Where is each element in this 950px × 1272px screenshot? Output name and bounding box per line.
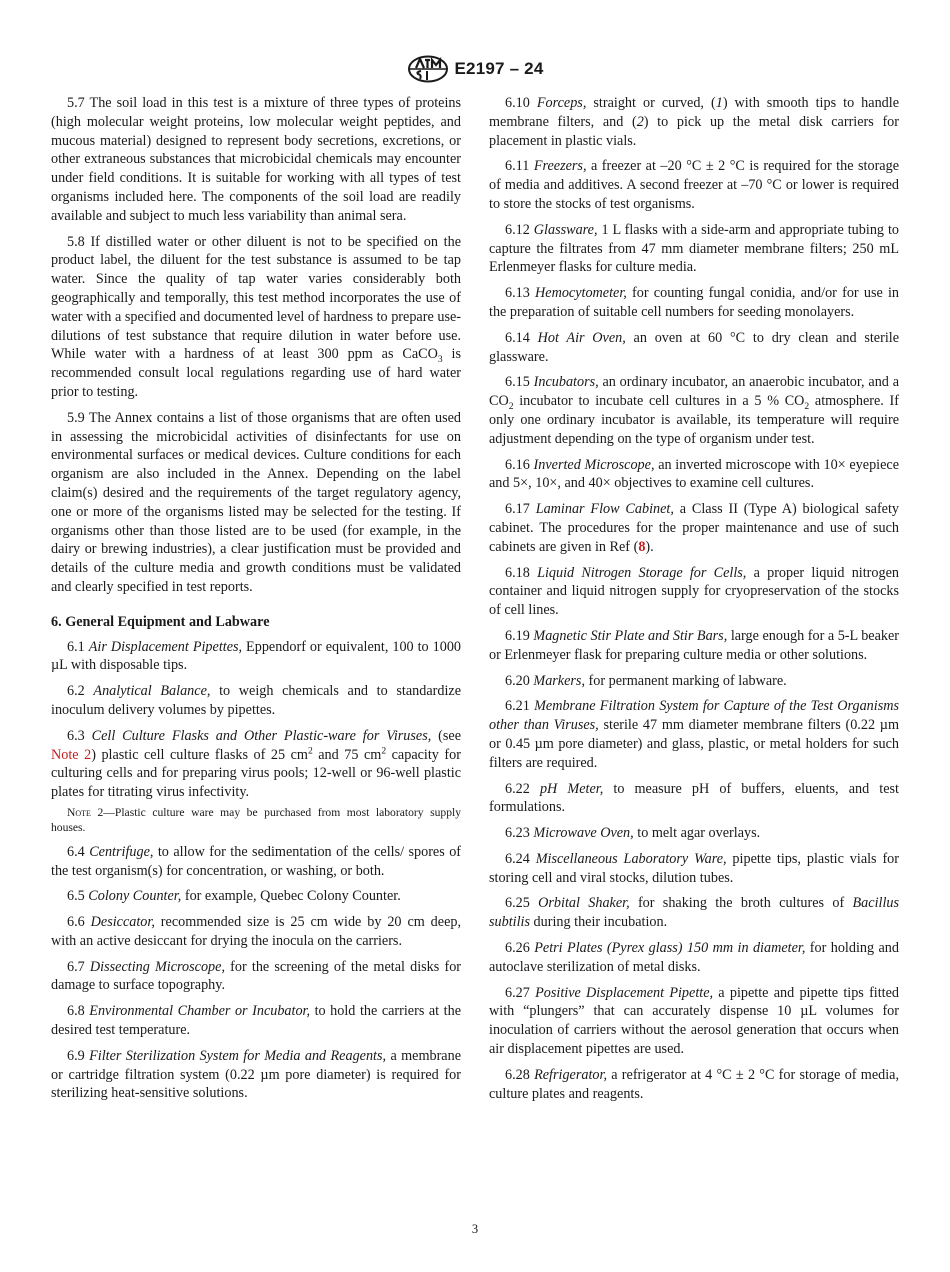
paragraph-6-27: 6.27 Positive Displacement Pipette, a pipette and pipette tips fitted with “plungers” that can accurately dispense 10 µL volumes for inoculation of carriers without the aerosol generation that occurs when air displacement pipettes are used. [489, 984, 900, 1058]
document-designation: E2197 – 24 [454, 59, 544, 78]
paragraph-6-3: 6.3 Cell Culture Flasks and Other Plastic-ware for Viruses, (see Note 2) plastic cell culture flasks of 25 $cm^2$ and 75 $cm^2$ capacity for culturing cells and for preparing virus pools; 12-well or 96-well plastic plates for titrating virus infectivity. [51, 727, 462, 801]
left-column [51, 94, 461, 1110]
reference-8-link[interactable]: 8 [638, 538, 646, 555]
paragraph-6-17: 6.17 Laminar Flow Cabinet, a Class II (Type A) biological safety cabinet. The procedures for the proper maintenance and use of such cabinets are given in Ref (8). [489, 501, 899, 555]
paragraph-6-23: 6.23 Microwave Oven, to melt agar overlays. [505, 825, 761, 842]
paragraph-6-13: 6.13 Hemocytometer, for counting fungal conidia, and/or for use in the preparation of suitable cell numbers for seeding monolayers. [489, 285, 900, 320]
paragraph-6-25: 6.25 Orbital Shaker, for shaking the broth cultures of Bacillus subtilis during their incubation. [489, 895, 900, 931]
paragraph-6-6: 6.6 Desiccator, recommended size is 25 cm wide by 20 cm deep, with an active desiccant for drying the inocula on the carriers. [51, 914, 462, 949]
paragraph-6-11: 6.11 Freezers, a freezer at –20 °C ± 2 °C is required for the storage of media and additives. A second freezer at –70 °C or lower is required to store the stocks of test organisms. [489, 158, 899, 212]
paragraph-6-12: 6.12 Glassware, 1 L flasks with a side-arm and appropriate tubing to capture the filtrates from 47 mm diameter membrane filters; 250 mL Erlenmeyer flasks for culture media. [489, 221, 899, 276]
paragraph-6-18: 6.18 Liquid Nitrogen Storage for Cells, a proper liquid nitrogen container and liquid nitrogen supply for cryopreservation of the stocks of cell lines. [489, 564, 899, 619]
paragraph-6-28: 6.28 Refrigerator, a refrigerator at 4 °C ± 2 °C for storage of media, culture plates and reagents. [489, 1066, 899, 1102]
page-header [0, 54, 950, 84]
right-column [489, 94, 899, 1110]
section-heading-6: 6. General Equipment and Labware [51, 613, 270, 630]
astm-logo-icon [407, 55, 449, 83]
note-2: Note 2—Plastic culture ware may be purchased from most laboratory supply houses. [51, 805, 462, 835]
paragraph-5-8: 5.8 If distilled water or other diluent is not to be specified on the product label, the diluent for the test substance is assumed to be tap water. Since the quality of tap water varies considerably both geographically and temporally, this test method incorporates the use of water with a specified and documented level of hardness to prepare use-dilutions of test substance that require dilution in water before use. While water with a hardness of at least 300 ppm as CaCO$_3$ is recommended consult local regulations regarding use of hard water prior to testing. [51, 233, 461, 400]
paragraph-6-1: 6.1 Air Displacement Pipettes, Eppendorf or equivalent, 100 to 1000 µL with disposable tips. [51, 638, 462, 674]
paragraph-6-22: 6.22 pH Meter, to measure pH of buffers, eluents, and test formulations. [489, 780, 900, 816]
paragraph-6-14: 6.14 Hot Air Oven, an oven at 60 °C to dry clean and sterile glassware. [489, 329, 900, 365]
paragraph-6-9: 6.9 Filter Sterilization System for Media and Reagents, a membrane or cartridge filtration system (0.22 µm pore diameter) is required for sterilizing heat-sensitive solutions. [51, 1047, 461, 1102]
paragraph-6-26: 6.26 Petri Plates (Pyrex glass) 150 mm in diameter, for holding and autoclave sterilization of metal disks. [489, 940, 899, 975]
paragraph-5-7: 5.7 The soil load in this test is a mixture of three types of proteins (high molecular weight proteins, low molecular weight peptides, and mucous material) designed to represent body secretions, excretions, or other extraneous substances that microbicidal chemicals may encounter under field conditions. It is suitable for working with all types of test organisms included here. The components of the soil load are readily available and subject to much less variability than animal sera. [51, 95, 461, 224]
paragraph-6-7: 6.7 Dissecting Microscope, for the screening of the metal disks for damage to surface topography. [51, 958, 462, 994]
paragraph-6-2: 6.2 Analytical Balance, to weigh chemicals and to standardize inoculum delivery volumes by pipettes. [51, 683, 461, 718]
paragraph-6-21: 6.21 Membrane Filtration System for Capture of the Test Organisms other than Viruses, sterile 47 mm diameter membrane filters (0.22 µm or 0.45 µm pore diameter) and glass, plastic, or metal holders for such filters are required. [489, 698, 900, 771]
paragraph-5-9: 5.9 The Annex contains a list of those organisms that are often used in assessing the microbicidal activities of disinfectants for use on environmental surfaces or medical devices. Culture conditions for each organism are also included in the Annex. Depending on the label claim(s) desired and the requirements of the target regulatory agency, one or more of the organisms listed may be selected for the testing. If organisms other than those listed are to be used (for example, in the dairy or brewing industries), a clear justification must be provided and details of the culture media and growth conditions must be validated and clearly specified in test reports. [51, 409, 461, 595]
paragraph-6-5: 6.5 Colony Counter, for example, Quebec Colony Counter. [67, 888, 401, 905]
paragraph-6-8: 6.8 Environmental Chamber or Incubator, to hold the carriers at the desired test temperature. [51, 1003, 461, 1039]
paragraph-6-10: 6.10 Forceps, straight or curved, (1) with smooth tips to handle membrane filters, and (2) to pick up the metal disk carriers for placement in plastic vials. [489, 95, 900, 149]
page-number: 3 [471, 1222, 479, 1236]
paragraph-6-20: 6.20 Markers, for permanent marking of labware. [505, 672, 787, 689]
paragraph-6-15: 6.15 Incubators, an ordinary incubator, an anaerobic incubator, and a $CO_2$ incubator to incubate cell cultures in a 5 % $CO_2$ atmosphere. If only one ordinary incubator is available, its temperature will require adjustment depending on the type of organism under test. [489, 374, 900, 447]
note-2-link[interactable]: Note 2 [51, 746, 92, 763]
paragraph-6-16: 6.16 Inverted Microscope, an inverted microscope with 10× eyepiece and 5×, 10×, and 40× objectives to examine cell cultures. [489, 456, 900, 492]
paragraph-6-19: 6.19 Magnetic Stir Plate and Stir Bars, large enough for a 5-L beaker or Erlenmeyer flask for preparing culture media or other solutions. [489, 627, 900, 663]
paragraph-6-24: 6.24 Miscellaneous Laboratory Ware, pipette tips, plastic vials for storing cell and viral stocks, dilution tubes. [489, 850, 900, 886]
paragraph-6-4: 6.4 Centrifuge, to allow for the sedimentation of the cells/ spores of the test organism(s) for concentration, or washing, or both. [51, 843, 462, 879]
